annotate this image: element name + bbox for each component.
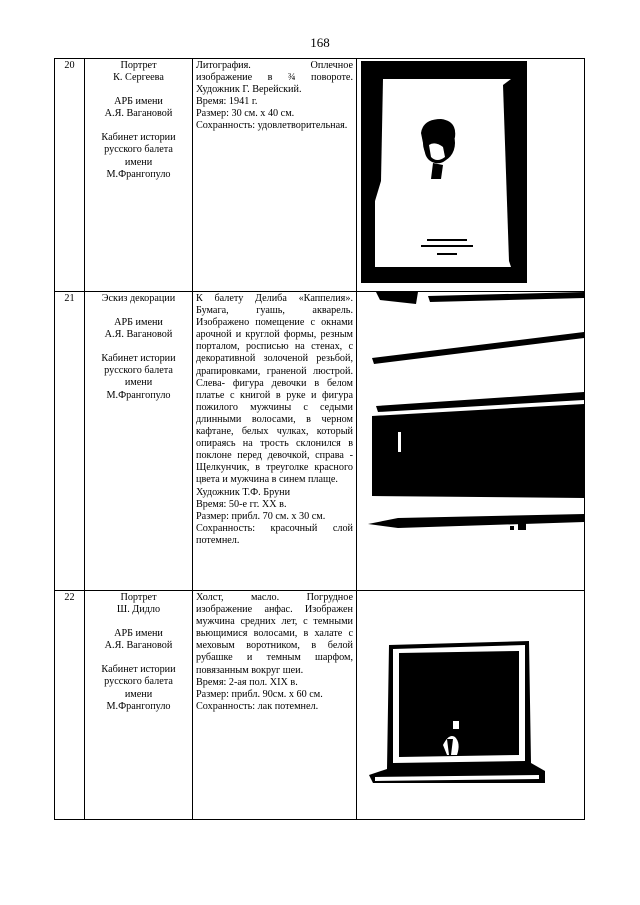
description-condition: Сохранность: удовлетворительная.: [196, 120, 348, 132]
owner-line: А.Я. Вагановой: [104, 329, 173, 341]
location-line: русского балета: [104, 676, 173, 688]
owner-line: АРБ имени: [114, 317, 163, 329]
item-subject: Ш. Дидло: [116, 604, 161, 616]
description-size: Размер: прибл. 90см. х 60 см.: [196, 688, 323, 700]
owner-line: А.Я. Вагановой: [104, 640, 173, 652]
location-line: имени: [124, 156, 153, 168]
table-row: [55, 591, 585, 820]
row-number: 22: [55, 591, 85, 820]
location-line: М.Франгопуло: [106, 389, 171, 401]
item-name-cell: [85, 292, 193, 591]
item-photo-cell: [357, 591, 585, 820]
row-number: 21: [55, 292, 85, 591]
description-text: К балету Делиба «Каппелия». Бумага, гуашь, акварель. Изображено помещение с окнами арочной и круглой формы, резным порталом, росписью на стенах, с декоративной золоченой резьбой, драпировками, граненой люстрой. Слева- фигура девочки в белом платье с книгой в руке и фигура пожилого мужчины с седыми длинными волосами, в черном кафтане, белых чулках, который опираясь на трость склонился в поклоне перед девочкой, справа - Щелкунчик, в треуголке красного цвета и мужчина в синем плаще.: [196, 293, 353, 486]
item-name-cell: [85, 591, 193, 820]
location-line: М.Франгопуло: [106, 700, 171, 712]
item-description: [193, 591, 357, 820]
item-title: Портрет: [120, 60, 157, 71]
location-line: М.Франгопуло: [106, 168, 171, 180]
item-description: [193, 292, 357, 591]
item-photo-cell: [357, 292, 585, 591]
table-row: [55, 59, 585, 292]
description-text: Литография. Оплечное изображение в ¾ повороте. Художник Г. Верейский.: [196, 60, 353, 96]
item-title: Эскиз декорации: [101, 293, 176, 304]
description-size: Размер: прибл. 70 см. х 30 см.: [196, 510, 326, 522]
description-text: Холст, масло. Погрудное изображение анфас. Изображен мужчина средних лет, с темными вьющимися волосами, в халате с меховым воротником, в белой рубашке и темным шарфом, повязанным вокруг шеи.: [196, 592, 353, 676]
catalog-table: [54, 58, 585, 820]
location-line: русского балета: [104, 144, 173, 156]
description-size: Размер: 30 см. х 40 см.: [196, 108, 295, 120]
item-name-cell: [85, 59, 193, 292]
location-line: русского балета: [104, 365, 173, 377]
page-number: 168: [310, 35, 330, 50]
item-title: Портрет: [120, 592, 157, 603]
oil-portrait-photo: [369, 635, 549, 785]
stage-design-sketch-photo: [358, 292, 584, 582]
owner-line: АРБ имени: [114, 628, 163, 640]
location-line: Кабинет истории: [101, 353, 176, 365]
description-date: Время: 1941 г.: [196, 96, 258, 108]
row-number: 20: [55, 59, 85, 292]
owner-line: АРБ имени: [114, 96, 163, 108]
owner-line: А.Я. Вагановой: [104, 108, 173, 120]
table-row: [55, 292, 585, 591]
description-date: Время: 50-е гг. XX в.: [196, 498, 287, 510]
location-line: имени: [124, 688, 153, 700]
description-artist: Художник Т.Ф. Бруни: [196, 486, 291, 498]
location-line: Кабинет истории: [101, 132, 176, 144]
location-line: Кабинет истории: [101, 664, 176, 676]
description-condition: Сохранность: лак потемнел.: [196, 700, 319, 712]
description-condition: Сохранность: красочный слой потемнел.: [196, 522, 353, 546]
location-line: имени: [124, 377, 153, 389]
portrait-lithograph-photo: [361, 61, 527, 283]
item-subject: К. Сергеева: [113, 72, 164, 84]
item-description: [193, 59, 357, 292]
description-date: Время: 2-ая пол. XIX в.: [196, 676, 298, 688]
item-photo-cell: [357, 59, 585, 292]
